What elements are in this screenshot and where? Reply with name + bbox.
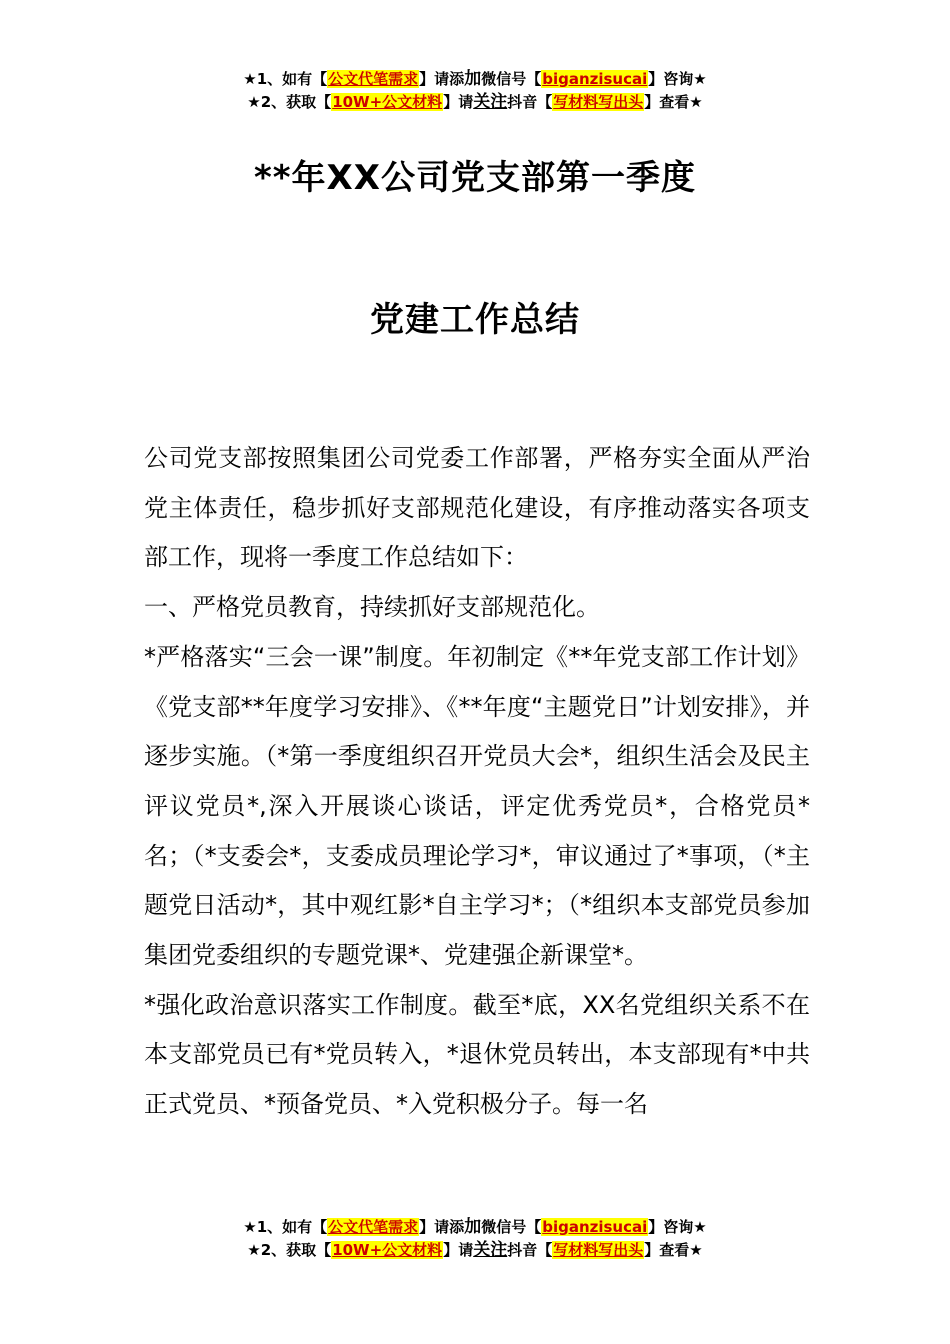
body-paragraph-intro: 公司党支部按照集团公司党委工作部署，严格夯实全面从严治党主体责任，稳步抓好支部规范化建设，有序推动落实各项支部工作，现将一季度工作总结如下： (144, 444, 810, 572)
footer-banner (0, 1216, 950, 1262)
highlight-materials: 10W+公文材料 (332, 1241, 443, 1259)
banner-text: 】请 (443, 93, 474, 111)
banner-text: 】请添 (419, 70, 465, 88)
document-title-line-2: 党建工作总结 (370, 300, 580, 340)
banner-emphasis: 关注 (473, 1240, 508, 1260)
banner-text: ★1、如有【 (243, 70, 328, 88)
banner-line-1 (0, 1216, 950, 1239)
highlight-service: 公文代笔需求 (328, 70, 419, 88)
banner-line-1 (0, 68, 950, 91)
banner-text: 】请 (443, 1241, 474, 1259)
banner-text: 】咨询★ (648, 1218, 707, 1236)
banner-text: 微信号【 (481, 1218, 542, 1236)
banner-line-2 (0, 1239, 950, 1262)
document-title-line-1: **年XX公司党支部第一季度 (254, 158, 696, 198)
banner-text: 】请添 (419, 1218, 465, 1236)
highlight-service: 公文代笔需求 (328, 1218, 419, 1236)
banner-text: 】查看★ (644, 93, 703, 111)
header-banner (0, 68, 950, 114)
banner-text: ★2、获取【 (247, 1241, 332, 1259)
highlight-wechat-id: biganzisucai (542, 70, 648, 88)
banner-text: 抖音【 (507, 93, 553, 111)
banner-emphasis: 关注 (473, 92, 508, 112)
banner-emphasis: 加 (464, 1217, 482, 1237)
highlight-wechat-id: biganzisucai (542, 1218, 648, 1236)
banner-text: ★1、如有【 (243, 1218, 328, 1236)
highlight-materials: 10W+公文材料 (332, 93, 443, 111)
banner-text: 微信号【 (481, 70, 542, 88)
banner-text: 抖音【 (507, 1241, 553, 1259)
document-body (144, 434, 810, 1130)
body-section-heading: 一、严格党员教育，持续抓好支部规范化。 (144, 593, 600, 622)
banner-emphasis: 加 (464, 69, 482, 89)
banner-text: 】查看★ (644, 1241, 703, 1259)
banner-text: 】咨询★ (648, 70, 707, 88)
body-paragraph: *严格落实“三会一课”制度。年初制定《**年党支部工作计划》《党支部**年度学习安排》、《**年度“主题党日”计划安排》，并逐步实施。（*第一季度组织召开党员大会*，组织生活会及民主评议党员*,深入开展谈心谈话，评定优秀党员*，合格党员*名；（*支委会*，支委成员理论学习*，审议通过了*事项，（*主题党日活动*，其中观红影*自主学习*；（*组织本支部党员参加集团党委组织的专题党课*、党建强企新课堂*。 (144, 642, 810, 970)
body-paragraph: *强化政治意识落实工作制度。截至*底，XX名党组织关系不在本支部党员已有*党员转入，*退休党员转出，本支部现有*中共正式党员、*预备党员、*入党积极分子。每一名 (144, 990, 810, 1119)
highlight-douyin-account: 写材料写出头 (553, 93, 644, 111)
banner-line-2 (0, 91, 950, 114)
highlight-douyin-account: 写材料写出头 (553, 1241, 644, 1259)
banner-text: ★2、获取【 (247, 93, 332, 111)
